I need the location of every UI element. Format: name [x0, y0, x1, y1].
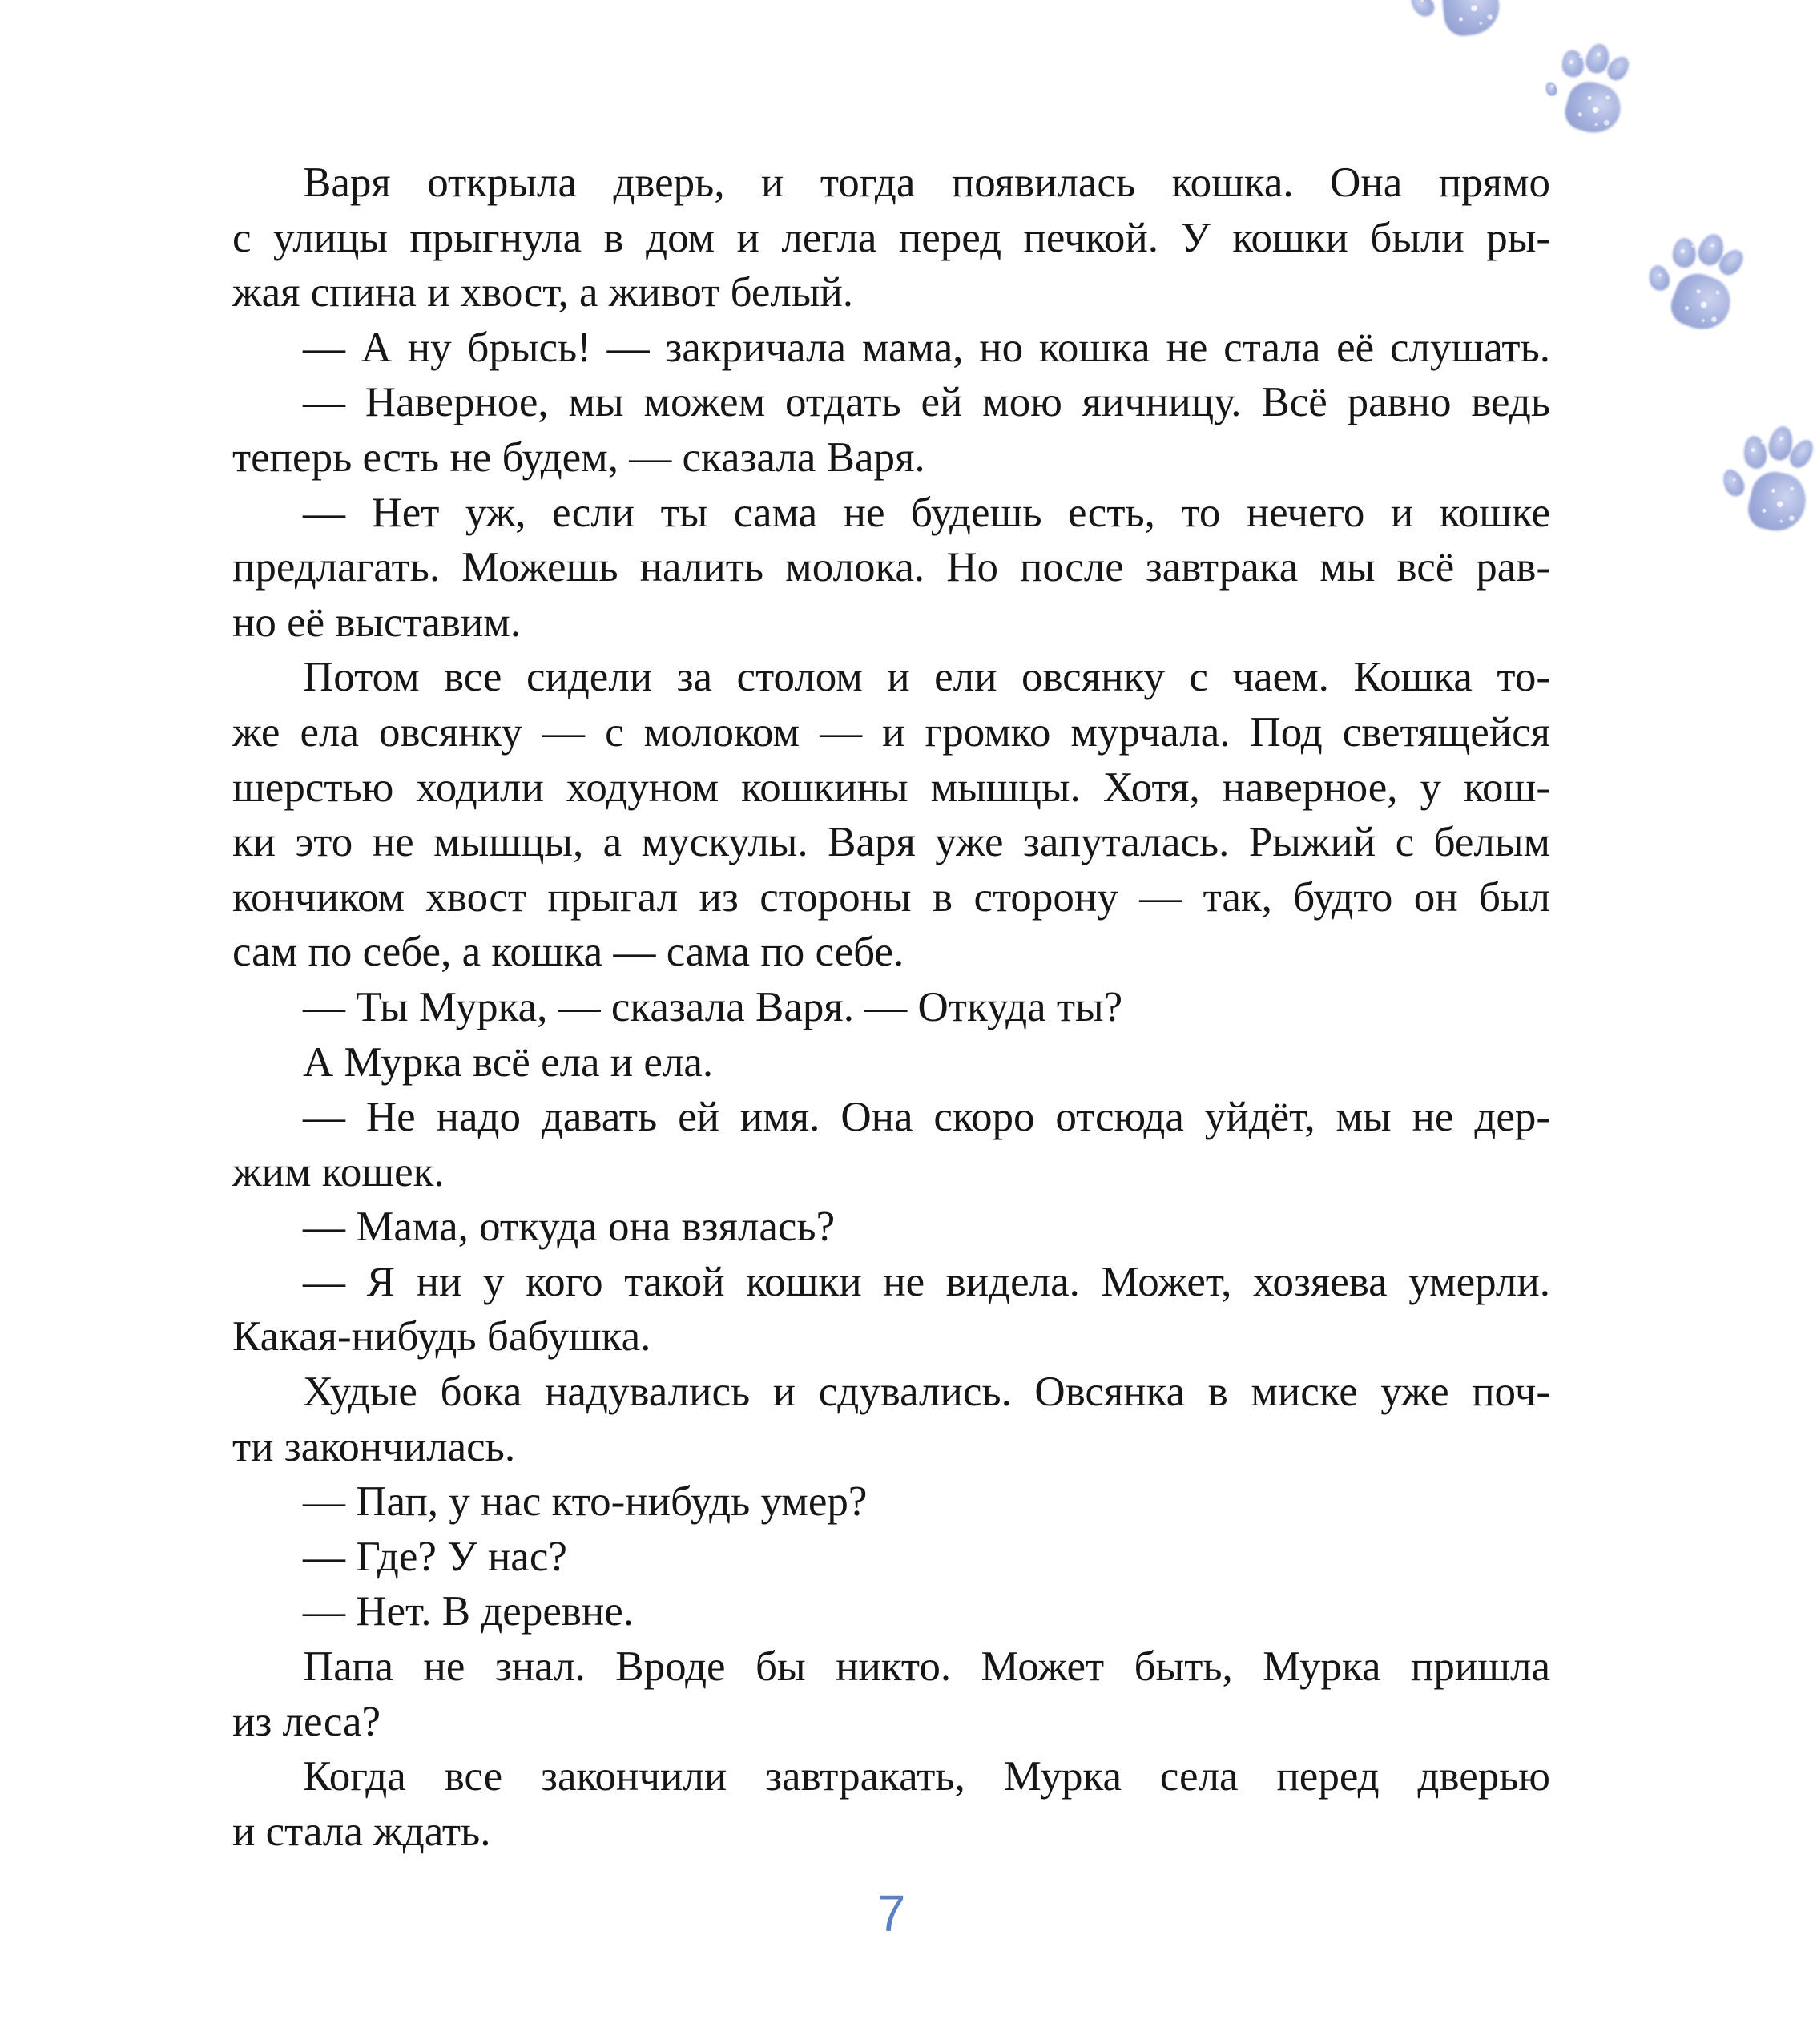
text-line: теперь есть не будем, — сказала Варя.: [232, 433, 925, 481]
text-line: Варя открыла дверь, и тогда появилась кошка. Она прямо: [303, 159, 1550, 206]
paw-toe-shape: [1646, 264, 1672, 294]
paw-toe-shape: [1742, 434, 1768, 470]
text-line: ки это не мышцы, а мускулы. Варя уже запуталась. Рыжий с белым: [232, 819, 1550, 866]
text-line: жая спина и хвост, а живот белый.: [232, 269, 854, 316]
text-line: Какая-нибудь бабушка.: [232, 1313, 651, 1361]
text-line: кончиком хвост прыгал из стороны в сторону — так, будто он был: [232, 873, 1550, 921]
cat-paw-print-icon: [1718, 420, 1814, 534]
paw-pad-shape: [1744, 467, 1811, 537]
cat-paw-print-icon: [1400, 0, 1505, 46]
text-line: — Мама, откуда она взялась?: [303, 1203, 836, 1251]
text-line: — А ну брысь! — закричала мама, но кошка не стала её слушать.: [303, 324, 1550, 371]
paw-toe-shape: [1544, 80, 1559, 98]
page-number: 7: [876, 1885, 906, 1942]
text-line: ти закончилась.: [232, 1423, 516, 1470]
paw-toe-shape: [1406, 0, 1439, 21]
paw-toe-shape: [1719, 466, 1748, 500]
text-line: и стала ждать.: [232, 1808, 491, 1855]
text-line: Худые бока надувались и сдувались. Овсянка в миске уже поч-: [303, 1369, 1550, 1416]
text-line: но её выставим.: [232, 599, 522, 646]
text-line: Потом все сидели за столом и ели овсянку с чаем. Кошка то-: [303, 654, 1550, 701]
paw-pad-shape: [1440, 0, 1502, 38]
text-line: сам по себе, а кошка — сама по себе.: [232, 929, 904, 976]
text-line: — Где? У нас?: [303, 1533, 567, 1580]
text-line: жим кошек.: [232, 1148, 445, 1195]
text-line: шерстью ходили ходуном кошкины мышцы. Хотя, наверное, у кош-: [232, 764, 1550, 811]
text-line: — Я ни у кого такой кошки не видела. Может, хозяева умерли.: [303, 1258, 1550, 1305]
text-line: из леса?: [232, 1698, 381, 1745]
text-line: — Наверное, мы можем отдать ей мою яичницу. Всё равно ведь: [303, 379, 1550, 426]
text-line: Когда все закончили завтракать, Мурка села перед дверью: [303, 1753, 1550, 1800]
paw-pad-shape: [1561, 76, 1626, 139]
text-line: Папа не знал. Вроде бы никто. Может быть, Мурка пришла: [303, 1643, 1550, 1691]
text-line: А Мурка всё ела и ела.: [303, 1038, 714, 1086]
paw-toe-shape: [1561, 50, 1585, 79]
paw-pad-shape: [1666, 267, 1738, 337]
text-line: — Нет уж, если ты сама не будешь есть, то нечего и кошке: [303, 489, 1550, 536]
text-line: — Не надо давать ей имя. Она скоро отсюда уйдёт, мы не дер-: [303, 1094, 1550, 1141]
text-line: — Пап, у нас кто-нибудь умер?: [303, 1478, 868, 1526]
text-line: — Ты Мурка, — сказала Варя. — Откуда ты?: [303, 983, 1123, 1030]
text-line: предлагать. Можешь налить молока. Но после завтрака мы всё рав-: [232, 544, 1550, 591]
story-text: [232, 155, 1550, 1859]
paw-toe-shape: [1673, 238, 1697, 268]
text-line: — Нет. В деревне.: [303, 1588, 635, 1635]
cat-paw-print-icon: [1639, 220, 1746, 336]
cat-paw-print-icon: [1536, 35, 1631, 137]
text-line: с улицы прыгнула в дом и легла перед печкой. У кошки были ры-: [232, 214, 1550, 261]
text-line: же ела овсянку — с молоком — и громко мурчала. Под светящейся: [232, 708, 1550, 756]
